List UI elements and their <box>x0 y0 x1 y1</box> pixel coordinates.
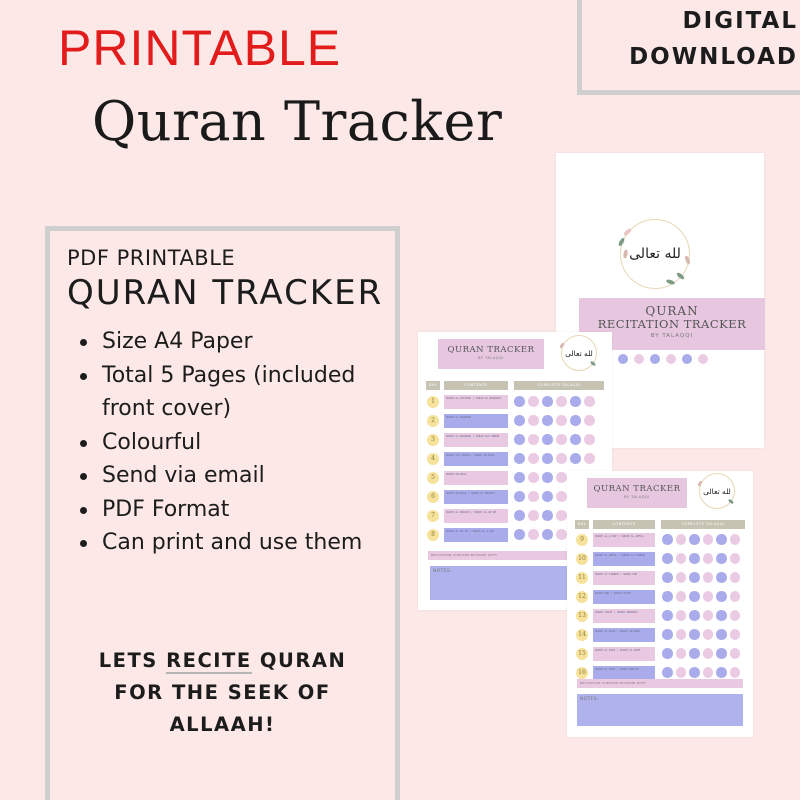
row-contents: SURAH AN-NISA <box>444 471 508 485</box>
notes-box: NOTES: <box>430 566 606 600</box>
row-contents: SURAH AL-HIJR / SURAH AN-NAHL <box>593 628 655 642</box>
tracker-title: QURAN TRACKER <box>593 484 681 494</box>
completion-dots <box>514 396 595 407</box>
slogan-text: QURAN <box>251 649 347 672</box>
row-contents: SURAH AN-NISA / SURAH AL-MAIDAH <box>444 490 508 504</box>
cover-title-line-1: QURAN <box>645 304 699 318</box>
digital-download-text <box>629 3 798 75</box>
row-contents: SURAH AL-KAHF / SURAH MARYAM <box>593 666 655 680</box>
col-header-day: DAY <box>426 381 440 390</box>
info-subtitle: PDF PRINTABLE <box>67 246 236 270</box>
tracker-row <box>418 413 612 431</box>
feature-item: Can print and use them <box>78 526 398 560</box>
slogan-line-3: ALLAAH! <box>169 713 276 736</box>
completion-dots <box>662 534 740 545</box>
row-contents: SURAH AL-FATIHAH / SURAH AL-BAQARAH <box>444 395 508 409</box>
dot-icon <box>618 354 628 364</box>
completion-dots <box>662 553 740 564</box>
slogan-text: LETS <box>98 649 167 672</box>
dot-icon <box>698 354 708 364</box>
recitation-checked-bar: RECITATION CHECKED BY/NAME WITH <box>577 679 743 688</box>
floral-wreath-icon <box>561 335 597 371</box>
tracker-title-box <box>438 339 544 369</box>
tracker-row <box>567 589 753 607</box>
dot-icon <box>682 354 692 364</box>
feature-item: Total 5 Pages (included front cover) <box>78 359 398 426</box>
day-number: 4 <box>427 453 439 465</box>
tracker-row <box>418 394 612 412</box>
day-number: 3 <box>427 434 439 446</box>
feature-item: PDF Format <box>78 493 398 527</box>
completion-dots <box>514 453 595 464</box>
feature-list <box>78 325 398 560</box>
headline-printable: PRINTABLE <box>58 20 342 76</box>
badge-line-2: DOWNLOAD <box>629 44 798 70</box>
row-contents: SURAH AL-A'RAF / SURAH AL-ANFAL <box>593 533 655 547</box>
col-header-contents: CONTENTS <box>593 520 655 529</box>
tracker-row <box>567 646 753 664</box>
row-contents: SURAH AL-AN'AM / SURAH AL-A'RAF <box>444 528 508 542</box>
arabic-text: لله تعالى <box>629 246 681 262</box>
slogan <box>50 645 395 741</box>
completion-dots <box>514 415 595 426</box>
tracker-row <box>567 570 753 588</box>
tracker-row <box>567 608 753 626</box>
tracker-row <box>418 432 612 450</box>
col-header-day: DAY <box>575 520 589 529</box>
row-contents: SURAH AT-TAWBAH / SURAH HUD <box>593 571 655 585</box>
tracker-row <box>567 627 753 645</box>
tracker-page-2-preview <box>567 471 753 737</box>
col-header-complete: COMPLETE TALAQQI <box>661 520 745 529</box>
completion-dots <box>662 610 740 621</box>
arabic-text: لله تعالى <box>565 348 593 358</box>
day-number: 8 <box>427 529 439 541</box>
day-number: 9 <box>576 534 588 546</box>
feature-item: Colourful <box>78 426 398 460</box>
row-contents: SURAH AL-ISRA / SURAH AL-KAHF <box>593 647 655 661</box>
day-number: 7 <box>427 510 439 522</box>
tracker-row <box>567 532 753 550</box>
floral-wreath-icon <box>620 219 690 289</box>
row-contents: SURAH HUD / SURAH YUSUF <box>593 590 655 604</box>
completion-dots <box>662 667 740 678</box>
row-contents: SURAH ALI-IMRAN / SURAH AN-NISA <box>444 452 508 466</box>
row-contents: SURAH AL-BAQARAH <box>444 414 508 428</box>
day-number: 11 <box>576 572 588 584</box>
row-contents: SURAH YUSUF / SURAH IBRAHIM <box>593 609 655 623</box>
notes-box: NOTES: <box>577 694 743 726</box>
day-number: 6 <box>427 491 439 503</box>
day-number: 2 <box>427 415 439 427</box>
completion-dots <box>662 591 740 602</box>
day-number: 13 <box>576 610 588 622</box>
dot-icon <box>650 354 660 364</box>
recitation-checked-bar: RECITATION CHECKED BY/NAME WITH <box>428 551 606 560</box>
row-contents: SURAH AL-BAQARAH / SURAH ALI-IMRAN <box>444 433 508 447</box>
day-number: 10 <box>576 553 588 565</box>
day-number: 5 <box>427 472 439 484</box>
feature-item: Size A4 Paper <box>78 325 398 359</box>
info-title: QURAN TRACKER <box>67 273 384 313</box>
completion-dots <box>662 629 740 640</box>
feature-item: Send via email <box>78 459 398 493</box>
tracker-row <box>418 451 612 469</box>
day-number: 12 <box>576 591 588 603</box>
tracker-title-box <box>587 478 687 508</box>
col-header-contents: CONTENTS <box>444 381 508 390</box>
completion-dots <box>514 434 595 445</box>
cover-byline: BY TALAQQI <box>650 333 694 339</box>
arabic-text: لله تعالى <box>703 486 731 496</box>
tracker-byline: BY TALAQQI <box>478 356 504 360</box>
completion-dots <box>662 648 740 659</box>
slogan-line-1 <box>50 645 395 677</box>
product-info-box <box>45 226 400 800</box>
dot-icon <box>666 354 676 364</box>
completion-dots <box>662 572 740 583</box>
day-number: 16 <box>576 667 588 679</box>
cover-dots <box>618 354 708 364</box>
row-contents: SURAH AL-ANFAL / SURAH AT-TAWBAH <box>593 552 655 566</box>
tracker-row <box>567 551 753 569</box>
slogan-underlined-word: RECITE <box>166 649 252 672</box>
digital-download-badge <box>577 0 800 95</box>
cover-title-line-2: RECITATION TRACKER <box>597 317 747 331</box>
slogan-line-2: FOR THE SEEK OF <box>114 681 331 704</box>
row-contents: SURAH AL-MAIDAH / SURAH AL-AN'AM <box>444 509 508 523</box>
badge-line-1: DIGITAL <box>682 8 798 34</box>
col-header-complete: COMPLETE TALAQQI <box>514 381 604 390</box>
day-number: 15 <box>576 648 588 660</box>
tracker-byline: BY TALAQQI <box>624 495 650 499</box>
day-number: 1 <box>427 396 439 408</box>
tracker-title: QURAN TRACKER <box>447 345 535 355</box>
day-number: 14 <box>576 629 588 641</box>
dot-icon <box>634 354 644 364</box>
floral-wreath-icon <box>699 473 735 509</box>
headline-title: Quran Tracker <box>92 90 503 153</box>
